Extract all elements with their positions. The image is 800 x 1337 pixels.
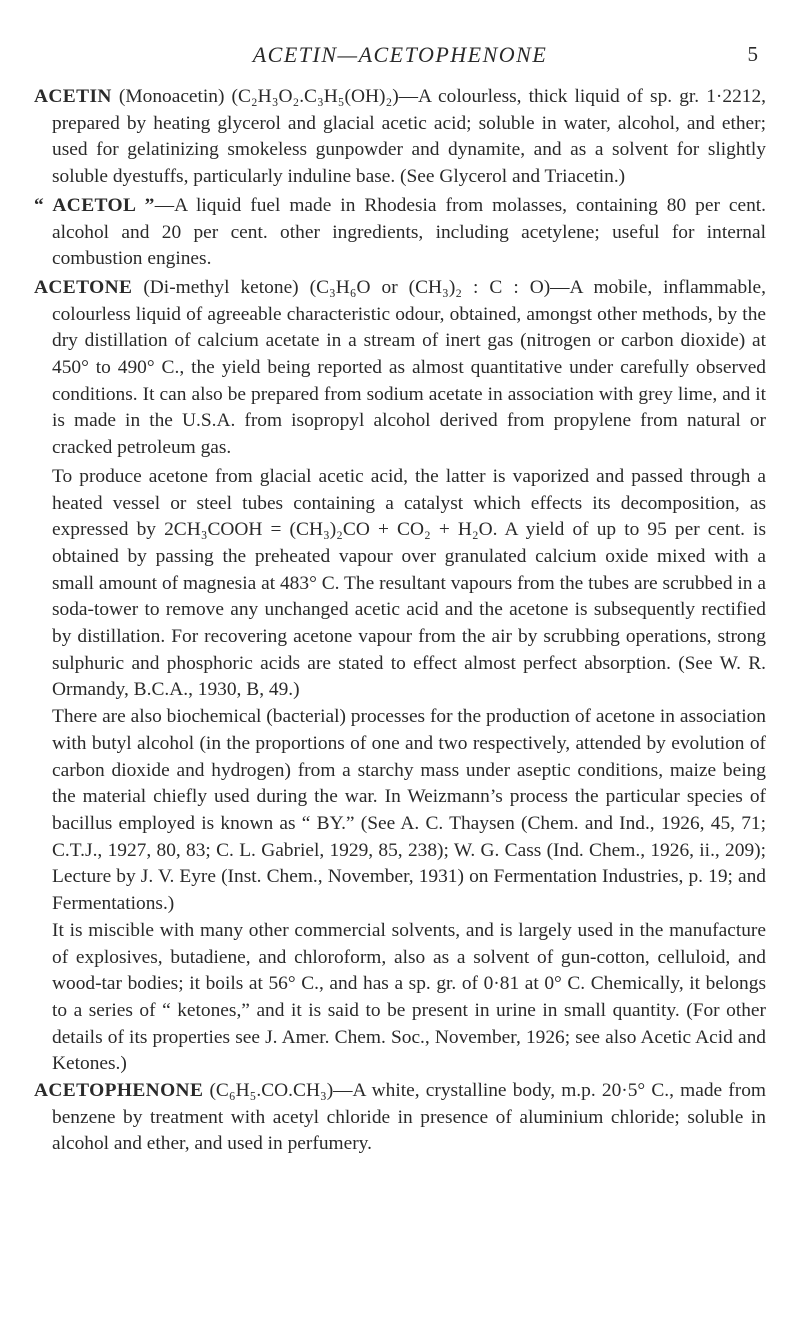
entry-heading: “ ACETOL ”	[34, 194, 155, 216]
page-header	[0, 18, 800, 78]
page-body	[34, 84, 766, 1160]
entry-text: (C₆H₅.CO.CH₃)—A white, crystalline body, m.p. 20·5° C., made from benzene by treatment with acetyl chloride in presence of aluminium chloride; soluble in alcohol and ether, and used in perfumery.	[52, 1080, 766, 1155]
entry-heading: ACETIN	[34, 86, 112, 107]
entry-text: (Di-methyl ketone) (C₃H₆O or (CH₃)₂ : C : O)—A mobile, inflammable, colourless liquid of agreeable characteristic odour, obtained, amongst other methods, by the dry distillation of calcium acetate in a stream of inert gas (nitrogen or carbon dioxide) at 450° to 490° C., the yield being reported as almost quantitative under carefully observed conditions. It can also be prepared from sodium acetate in association with grey lime, and it is made in the U.S.A. from isopropyl alcohol derived from propylene from natural or cracked petroleum gas.	[52, 276, 766, 459]
page-number: 5	[747, 42, 758, 66]
entry-acetin	[34, 84, 766, 191]
entry-paragraph: To produce acetone from glacial acetic acid, the latter is vaporized and passed through a heated vessel or steel tubes containing a catalyst which effects its decomposition, as expressed by 2CH₃COOH = (CH₃)₂CO + CO₂ + H₂O. A yield of up to 95 per cent. is obtained by passing the preheated vapour over granulated calcium oxide mixed with a small amount of magnesia at 483° C. The resultant vapours from the tubes are scrubbed in a soda-tower to remove any unchanged acetic acid and the acetone is subsequently rectified by distillation. For recovering acetone vapour from the air by scrubbing operations, strong sulphuric and phosphoric acids are stated to effect almost perfect absorption. (See W. R. Ormandy, B.C.A., 1930, B, 49.)	[52, 465, 766, 701]
entry-paragraph: There are also biochemical (bacterial) processes for the production of acetone in association with butyl alcohol (in the proportions of one and two respectively, attended by evolution of carbon dioxide and hydrogen) from a starchy mass under aseptic conditions, maize being the material chiefly used during the war. In Weizmann’s process the particular species of bacillus employed is known as “ BY.” (See A. C. Thaysen (Chem. and Ind., 1926, 45, 71; C.T.J., 1927, 80, 83; C. L. Gabriel, 1929, 85, 238); W. G. Cass (Ind. Chem., 1926, ii., 209); Lecture by J. V. Eyre (Inst. Chem., November, 1931) on Fermentation Industries, p. 19; and Fermentations.)	[52, 706, 766, 915]
entry-heading: ACETOPHENONE	[34, 1080, 204, 1102]
entry-paragraph: It is miscible with many other commercial solvents, and is largely used in the manufacture of explosives, butadiene, and chloroform, also as a solvent of gun-cotton, celluloid, and wood-tar bodies; it boils at 56° C., and has a sp. gr. of 0·81 at 0° C. Chemically, it belongs to a series of “ ketones,” and it is said to be present in urine in small quantity. (For other details of its properties see J. Amer. Chem. Soc., November, 1926; see also Acetic Acid and Ketones.)	[52, 919, 766, 1075]
running-head: ACETIN—ACETOPHENONE	[252, 42, 548, 67]
entry-acetol	[34, 193, 766, 273]
entry-heading: ACETONE	[34, 276, 133, 298]
entry-acetophenone	[34, 1078, 766, 1158]
entry-text: (Monoacetin) (C₂H₃O₂.C₃H₅(OH)₂)—A colourless, thick liquid of sp. gr. 1·2212, prepared by heating glycerol and glacial acetic acid; soluble in water, alcohol, and ether; used for gelatinizing smokeless gunpowder and dynamite, and as a solvent for slightly soluble dyestuffs, particularly induline base. (See Glycerol and Triacetin.)	[52, 86, 766, 188]
entry-acetone	[34, 275, 766, 462]
entry-text: —A liquid fuel made in Rhodesia from molasses, containing 80 per cent. alcohol and 20 per cent. other ingredients, including acetylene; useful for internal combustion engines.	[52, 194, 767, 270]
